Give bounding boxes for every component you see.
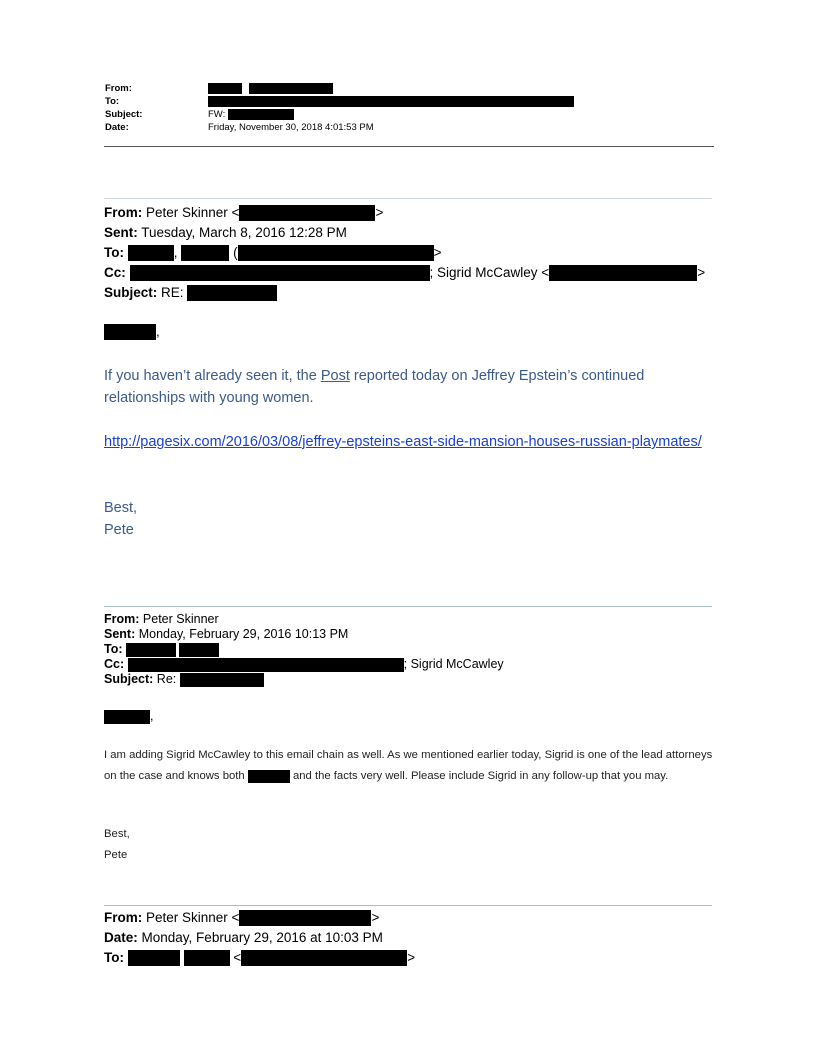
message-divider <box>104 905 712 906</box>
post-link[interactable]: Post <box>320 368 350 384</box>
msg1-sent-line <box>104 225 347 240</box>
msg1-paragraph <box>104 365 704 409</box>
redaction <box>179 643 219 657</box>
angle-close: > <box>375 205 384 220</box>
msg1-signoff: Best, <box>104 500 138 516</box>
redaction <box>187 285 277 301</box>
redaction <box>180 673 264 687</box>
subject-label: Subject: <box>104 285 158 300</box>
msg1-from-line <box>104 205 383 221</box>
angle-close: > <box>407 950 416 965</box>
msg1-to-line <box>104 245 441 261</box>
msg1-greeting <box>104 324 160 340</box>
sent-value: Tuesday, March 8, 2016 12:28 PM <box>141 225 347 240</box>
redaction <box>239 205 375 221</box>
subject-prefix: RE: <box>161 285 184 300</box>
redaction <box>184 950 230 966</box>
to-label: To: <box>104 245 124 260</box>
header-subject-label: Subject: <box>105 109 143 120</box>
subject-prefix: FW: <box>208 109 226 120</box>
sender-name: Peter Skinner <box>142 612 219 626</box>
redaction <box>104 710 150 724</box>
to-label: To: <box>104 642 123 656</box>
message-divider <box>104 606 712 607</box>
para-text: If you haven’t already seen it, the <box>104 368 321 384</box>
msg2-subject-line <box>104 672 264 687</box>
separator: , <box>173 245 178 260</box>
header-date-label: Date: <box>105 122 129 133</box>
pagesix-article-link[interactable]: http://pagesix.com/2016/03/08/jeffrey-epsteins-east-side-mansion-houses-russian-playmates/ <box>104 434 702 450</box>
from-label: From: <box>104 205 143 220</box>
cc-sigrid: ; Sigrid McCawley < <box>429 265 550 280</box>
to-label: To: <box>104 950 124 965</box>
msg1-subject-line <box>104 285 277 301</box>
subject-prefix: Re: <box>156 672 177 686</box>
sent-label: Sent: <box>104 225 138 240</box>
msg2-signature: Pete <box>104 849 128 861</box>
cc-label: Cc: <box>104 265 126 280</box>
sent-label: Sent: <box>104 627 136 641</box>
redaction <box>126 643 176 657</box>
msg2-signoff: Best, <box>104 828 130 840</box>
header-from-value <box>208 82 333 95</box>
greeting-comma: , <box>156 324 160 339</box>
msg1-cc-line <box>104 265 705 281</box>
header-to-label: To: <box>105 96 120 107</box>
redaction <box>249 83 333 94</box>
redaction <box>208 96 574 107</box>
sent-value: Monday, February 29, 2016 10:13 PM <box>138 627 349 641</box>
msg3-from-line <box>104 910 379 926</box>
date-value: Monday, February 29, 2016 at 10:03 PM <box>141 930 383 945</box>
sender-name: Peter Skinner < <box>146 205 240 220</box>
subject-label: Subject: <box>104 672 154 686</box>
header-date-value: Friday, November 30, 2018 4:01:53 PM <box>208 122 374 133</box>
redaction <box>239 910 371 926</box>
msg2-to-line <box>104 642 219 657</box>
angle-close: > <box>433 245 442 260</box>
from-label: From: <box>104 910 143 925</box>
redaction <box>104 324 156 340</box>
cc-label: Cc: <box>104 657 125 671</box>
para-text: and the facts very well. Please include Sigrid in any follow-up that you may. <box>289 770 669 782</box>
cc-sigrid: ; Sigrid McCawley <box>403 657 504 671</box>
angle-close: > <box>371 910 380 925</box>
greeting-comma: , <box>150 709 154 723</box>
from-label: From: <box>104 612 140 626</box>
redaction <box>130 265 430 281</box>
msg3-to-line <box>104 950 415 966</box>
redaction <box>549 265 697 281</box>
redaction <box>181 245 229 261</box>
msg2-from-line <box>104 612 219 626</box>
forward-header <box>105 82 725 142</box>
msg2-paragraph <box>104 745 716 787</box>
redaction <box>128 245 174 261</box>
paren: ( <box>233 245 238 260</box>
date-label: Date: <box>104 930 138 945</box>
msg2-sent-line <box>104 627 348 641</box>
redaction <box>228 109 294 120</box>
header-subject-value <box>208 108 294 121</box>
angle-open: < <box>233 950 242 965</box>
header-divider <box>104 146 714 147</box>
redaction <box>241 950 407 966</box>
sender-name: Peter Skinner < <box>146 910 240 925</box>
para-text: I am adding Sigrid McCawley to this email chain as well. As we mentioned earlier today, Sigrid is one of the lead attorneys on the case and knows both <box>104 749 713 782</box>
redaction <box>208 83 242 94</box>
redaction <box>128 658 404 672</box>
para-text: reported today on Jeffrey Epstein’s continued relationships with young women. <box>104 368 645 406</box>
message-divider <box>104 198 712 199</box>
msg2-cc-line <box>104 657 504 672</box>
redaction <box>128 950 180 966</box>
redaction <box>248 770 290 783</box>
msg1-link-block <box>104 431 704 453</box>
msg3-date-line <box>104 930 383 945</box>
msg2-greeting <box>104 709 153 724</box>
msg1-signature: Pete <box>104 522 134 538</box>
header-to-value <box>208 95 574 108</box>
header-from-label: From: <box>105 83 132 94</box>
redaction <box>238 245 434 261</box>
angle-close: > <box>697 265 706 280</box>
